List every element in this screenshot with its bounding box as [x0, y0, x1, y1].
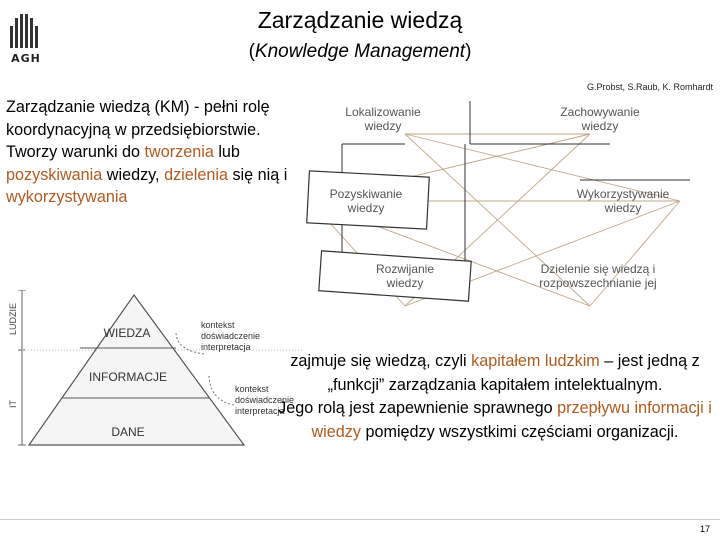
body-line-1: zajmuje się wiedzą, czyli kapitałem ludzkim – jest jedną z „funkcji” zarządzania kapitałem intelektualnym.: [290, 352, 700, 394]
label-dzielenie-2: rozpowszechnianie jej: [539, 276, 657, 290]
highlight-przeplyw: przepływu informacji i wiedzy: [311, 399, 712, 441]
label-lokalizowanie: Lokalizowanie: [345, 105, 421, 119]
label-dzielenie: Dzielenie się wiedzą i: [540, 262, 656, 276]
label-pozyskiwanie-2: wiedzy: [347, 201, 385, 215]
page-title: Zarządzanie wiedzą: [257, 7, 463, 33]
highlight-wykorzystywania: wykorzystywania: [6, 188, 128, 206]
annotation-1-interpretacja: interpretacja: [201, 342, 251, 352]
annotation-2-interpretacja: interpretacja: [235, 406, 285, 416]
side-label-it: IT: [8, 400, 18, 408]
km-building-blocks-diagram: [280, 96, 710, 318]
label-zachowywanie: Zachowywanie: [560, 105, 640, 119]
annotation-1-kontekst: kontekst: [201, 320, 235, 330]
body-line-2: Jego rolą jest zapewnienie sprawnego przepływu informacji i wiedzy pomiędzy wszystkimi częściami organizacji.: [278, 399, 712, 441]
page-number: 17: [699, 524, 710, 534]
highlight-kapital-ludzki: kapitałem ludzkim: [471, 352, 600, 370]
label-lokalizowanie-2: wiedzy: [364, 119, 402, 133]
annotation-arrow-1: [176, 332, 204, 354]
label-rozwijanie: Rozwijanie: [375, 262, 435, 276]
intro-paragraph: Zarządzanie wiedzą (KM) - pełni rolę koordynacyjną w przedsiębiorstwie. Tworzy warunki do tworzenia lub pozyskiwania wiedzy, dzielenia się nią i wykorzystywania: [6, 98, 288, 206]
annotation-1-doswiadczenie: doświadczenie: [201, 331, 261, 341]
knowledge-pyramid: [4, 290, 304, 460]
annotation-2-kontekst: kontekst: [235, 384, 269, 394]
footer-divider: [0, 519, 720, 520]
logo-text: AGH: [11, 52, 41, 65]
pyramid-level-dane: DANE: [111, 425, 145, 439]
authors-credit: G.Probst, S.Raub, K. Romhardt: [586, 82, 713, 92]
annotation-arrow-2: [209, 374, 234, 405]
highlight-tworzenia: tworzenia: [144, 143, 214, 161]
label-wykorzystywanie: Wykorzystywanie: [576, 187, 670, 201]
pyramid-level-informacje: INFORMACJE: [89, 370, 167, 384]
body-paragraph: [275, 350, 715, 444]
label-pozyskiwanie: Pozyskiwanie: [329, 187, 403, 201]
pyramid-level-wiedza: WIEDZA: [103, 326, 151, 340]
label-zachowywanie-2: wiedzy: [581, 119, 619, 133]
highlight-dzielenia: dzielenia: [164, 165, 228, 184]
page-subtitle: (Knowledge Management): [248, 41, 472, 62]
label-wykorzystywanie-2: wiedzy: [604, 201, 642, 215]
annotation-2-doswiadczenie: doświadczenie: [235, 395, 295, 405]
highlight-pozyskiwania: pozyskiwania: [6, 165, 103, 184]
side-label-ludzie: LUDZIE: [8, 302, 18, 335]
label-rozwijanie-2: wiedzy: [386, 276, 424, 290]
